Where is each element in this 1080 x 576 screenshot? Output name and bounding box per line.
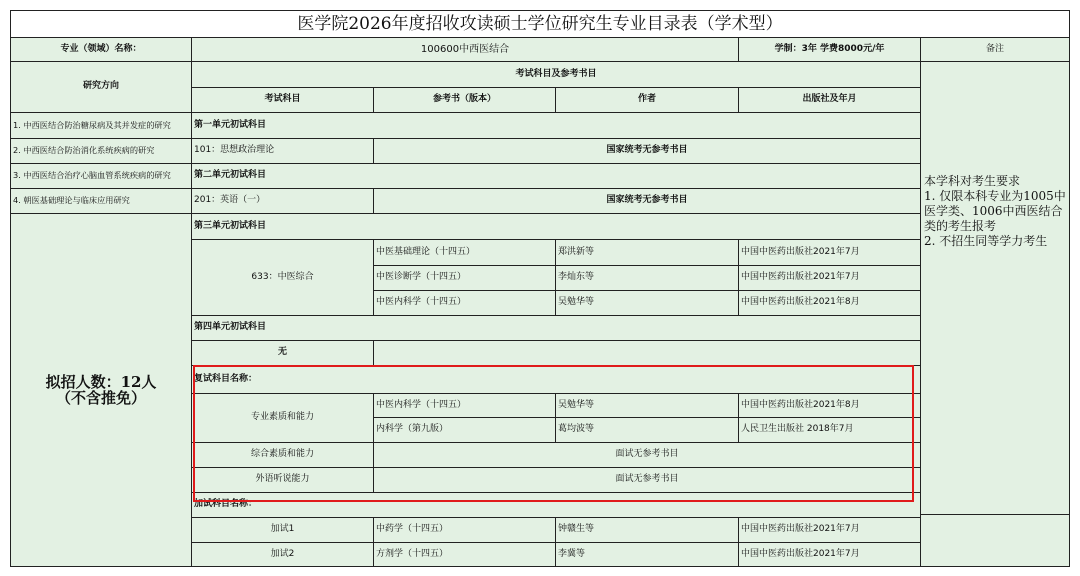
author-cell: 郑洪新等 [555,239,739,266]
author-cell: 钟赣生等 [555,517,739,543]
unit4-title: 第四单元初试科目 [191,315,921,341]
major-value: 100600中西医结合 [191,37,739,62]
unit2-subject: 201：英语（一） [191,188,374,214]
book-cell: 内科学（第九版） [373,417,556,443]
research-direction-header: 研究方向 [10,61,192,113]
publisher-cell: 人民卫生出版社 2018年7月 [738,417,921,443]
direction-item: 1. 中西医结合防治糖尿病及其并发症的研究 [10,112,192,139]
major-label: 专业（领域）名称： [10,37,192,62]
unit1-reference: 国家统考无参考书目 [373,138,921,164]
duration-fee: 学制：3年 学费8000元/年 [738,37,921,62]
author-cell: 李冀等 [555,542,739,567]
unit1-subject: 101：思想政治理论 [191,138,374,164]
publisher-cell: 中国中医药出版社2021年8月 [738,393,921,418]
author-cell: 吴勉华等 [555,290,739,316]
unit4-blank [373,340,921,366]
author-header: 作者 [555,87,739,113]
reference-book-header: 参考书（版本） [373,87,556,113]
retest-title: 复试科目名称： [191,365,921,394]
publisher-cell: 中国中医药出版社2021年8月 [738,290,921,316]
retest-reference-3: 面试无参考书目 [373,467,921,493]
unit4-subject: 无 [191,340,374,366]
publisher-cell: 中国中医药出版社2021年7月 [738,517,921,543]
direction-item: 4. 朝医基础理论与临床应用研究 [10,188,192,214]
exam-group-header: 考试科目及参考书目 [191,61,921,88]
author-cell: 李灿东等 [555,265,739,291]
unit2-title: 第二单元初试科目 [191,163,921,189]
unit1-title: 第一单元初试科目 [191,112,921,139]
retest-subject-3: 外语听说能力 [191,467,374,493]
remarks-blank [920,514,1070,567]
additional-subject: 加试1 [191,517,374,543]
publisher-header: 出版社及年月 [738,87,921,113]
enrollment-note: （不含推免） [55,389,146,407]
author-cell: 吴勉华等 [555,393,739,418]
book-cell: 中医基础理论（十四五） [373,239,556,266]
author-cell: 葛均波等 [555,417,739,443]
retest-subject-1: 专业素质和能力 [191,393,374,443]
publisher-cell: 中国中医药出版社2021年7月 [738,265,921,291]
unit2-reference: 国家统考无参考书目 [373,188,921,214]
unit3-title: 第三单元初试科目 [191,213,921,240]
exam-subject-header: 考试科目 [191,87,374,113]
book-cell: 中医内科学（十四五） [373,290,556,316]
unit3-subject: 633：中医综合 [191,239,374,316]
retest-reference-2: 面试无参考书目 [373,442,921,468]
book-cell: 中医诊断学（十四五） [373,265,556,291]
direction-item: 2. 中西医结合防治消化系统疾病的研究 [10,138,192,164]
publisher-cell: 中国中医药出版社2021年7月 [738,239,921,266]
publisher-cell: 中国中医药出版社2021年7月 [738,542,921,567]
enrollment-cell [10,213,192,567]
additional-title: 加试科目名称： [191,492,921,518]
enrollment-count: 拟招人数：12人 [45,372,157,391]
retest-subject-2: 综合素质和能力 [191,442,374,468]
additional-subject: 加试2 [191,542,374,567]
page-title: 医学院2026年度招收攻读硕士学位研究生专业目录表（学术型） [10,10,1070,38]
book-cell: 中药学（十四五） [373,517,556,543]
book-cell: 中医内科学（十四五） [373,393,556,418]
remarks-cell: 本学科对考生要求 1. 仅限本科专业为1005中医学类、1006中西医结合类的考生报考 2. 不招生同等学力考生 [920,61,1070,515]
direction-item: 3. 中西医结合治疗心脑血管系统疾病的研究 [10,163,192,189]
book-cell: 方剂学（十四五） [373,542,556,567]
remarks-label: 备注 [920,37,1070,62]
